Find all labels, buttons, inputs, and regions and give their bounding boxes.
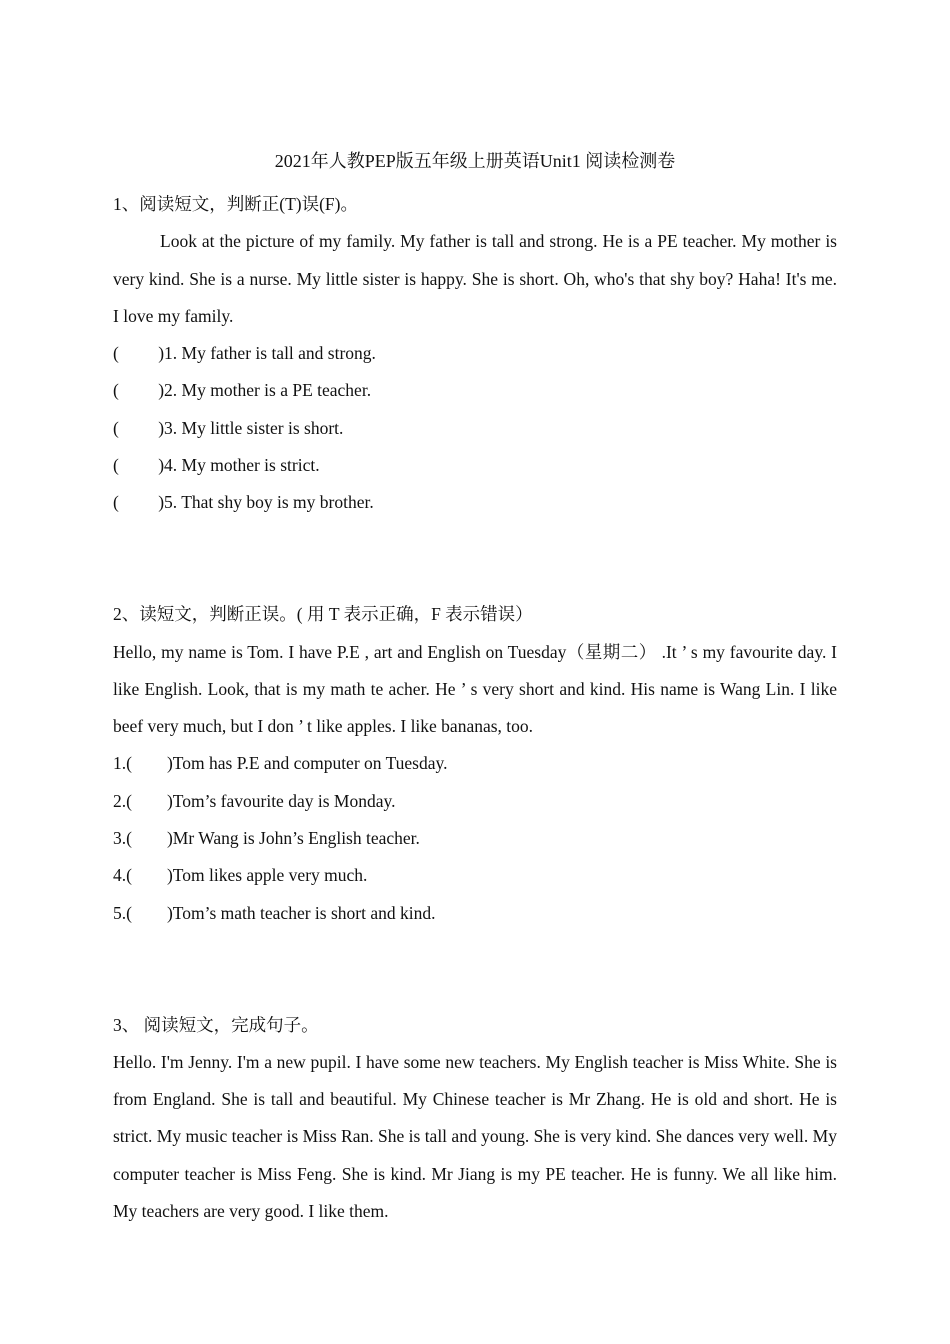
section2-question: 1.( )Tom has P.E and computer on Tuesday.	[113, 753, 448, 774]
section3-passage: Hello. I'm Jenny. I'm a new pupil. I have some new teachers. My English teacher is Miss White. She is from England. She is tall and beautiful. My Chinese teacher is Mr Zhang. He is old and short. He is strict. My music teacher is Miss Ran. She is tall and young. She is very kind. She dances very well. My computer teacher is Miss Feng. She is kind. Mr Jiang is my PE teacher. He is funny. We all like him. My teachers are very good. I like them.	[113, 1051, 837, 1222]
section2-passage: Hello, my name is Tom. I have P.E , art and English on Tuesday（星期二） .It ’ s my favourite day. I like English. Look, that is my math te acher. He ’ s very short and kind. His name is Wang Lin. I like beef very much, but I don ’ t like apples. I like bananas, too.	[113, 641, 837, 737]
document-title: 2021年人教PEP版五年级上册英语Unit1 阅读检测卷	[274, 151, 676, 171]
section2-heading: 2、读短文，判断正误。( 用 T 表示正确，F 表示错误）	[113, 604, 533, 625]
section1-passage: Look at the picture of my family. My father is tall and strong. He is a PE teacher. My mother is very kind. She is a nurse. My little sister is happy. She is short. Oh, who's that shy boy? Haha! It's me. I love my family.	[113, 231, 837, 326]
section1-question: ( )1. My father is tall and strong.	[113, 343, 376, 364]
section1-question: ( )4. My mother is strict.	[113, 455, 320, 476]
spacer	[113, 969, 837, 1006]
spacer	[113, 522, 837, 559]
section2-question: 3.( )Mr Wang is John’s English teacher.	[113, 828, 420, 849]
section1-question: ( )2. My mother is a PE teacher.	[113, 380, 372, 401]
document-body	[113, 186, 837, 1230]
section1-heading: 1、阅读短文，判断正(T)误(F)。	[113, 194, 358, 214]
section2-question: 5.( )Tom’s math teacher is short and kind.	[113, 902, 436, 923]
section2-question: 4.( )Tom likes apple very much.	[113, 865, 368, 886]
section2-question: 2.( )Tom’s favourite day is Monday.	[113, 790, 396, 811]
section1-question: ( )3. My little sister is short.	[113, 417, 344, 438]
section3-heading: 3、 阅读短文，完成句子。	[113, 1014, 319, 1035]
spacer	[113, 559, 837, 596]
section1-question: ( )5. That shy boy is my brother.	[113, 492, 374, 513]
spacer	[113, 932, 837, 969]
